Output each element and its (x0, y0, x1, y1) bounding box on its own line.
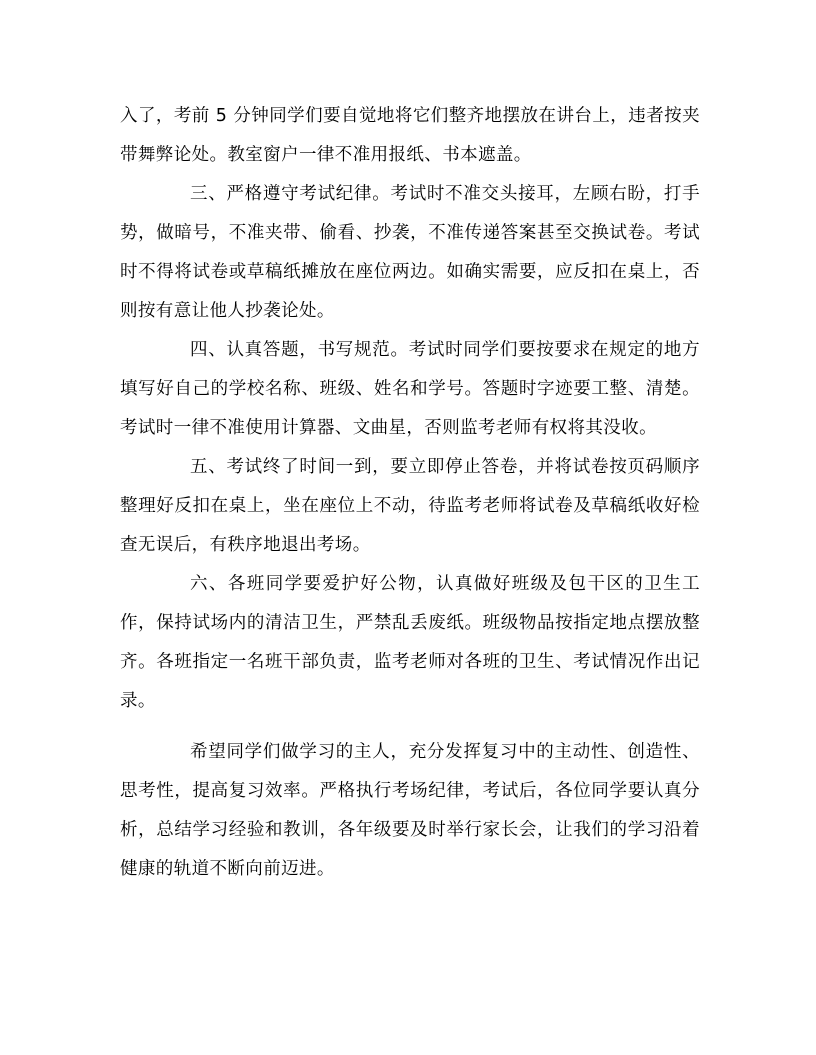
paragraph-answer-rules: 四、认真答题，书写规范。考试时同学们要按要求在规定的地方填写好自己的学校名称、班级、姓名和学号。答题时字迹要工整、清楚。考试时一律不准使用计算器、文曲星，否则监考老师有权将其没收。 (120, 340, 700, 438)
paragraph-continuation: 入了，考前 5 分钟同学们要自觉地将它们整齐地摆放在讲台上，违者按夹带舞弊论处。教室窗户一律不准用报纸、书本遮盖。 (120, 106, 700, 165)
paragraph-exam-end: 五、考试终了时间一到，要立即停止答卷，并将试卷按页码顺序整理好反扣在桌上，坐在座位上不动，待监考老师将试卷及草稿纸收好检查无误后，有秩序地退出考场。 (120, 457, 700, 555)
document-body (120, 97, 700, 889)
paragraph-hygiene: 六、各班同学要爱护好公物，认真做好班级及包干区的卫生工作，保持试场内的清洁卫生，严禁乱丢废纸。班级物品按指定地点摆放整齐。各班指定一名班干部负责，监考老师对各班的卫生、考试情况作出记录。 (120, 574, 700, 711)
paragraph-exam-discipline: 三、严格遵守考试纪律。考试时不准交头接耳，左顾右盼，打手势，做暗号，不准夹带、偷看、抄袭，不准传递答案甚至交换试卷。考试时不得将试卷或草稿纸摊放在座位两边。如确实需要，应反扣在桌上，否则按有意让他人抄袭论处。 (120, 184, 700, 321)
paragraph-closing: 希望同学们做学习的主人，充分发挥复习中的主动性、创造性、思考性，提高复习效率。严格执行考场纪律，考试后，各位同学要认真分析，总结学习经验和教训，各年级要及时举行家长会，让我们的学习沿着健康的轨道不断向前迈进。 (120, 742, 700, 879)
